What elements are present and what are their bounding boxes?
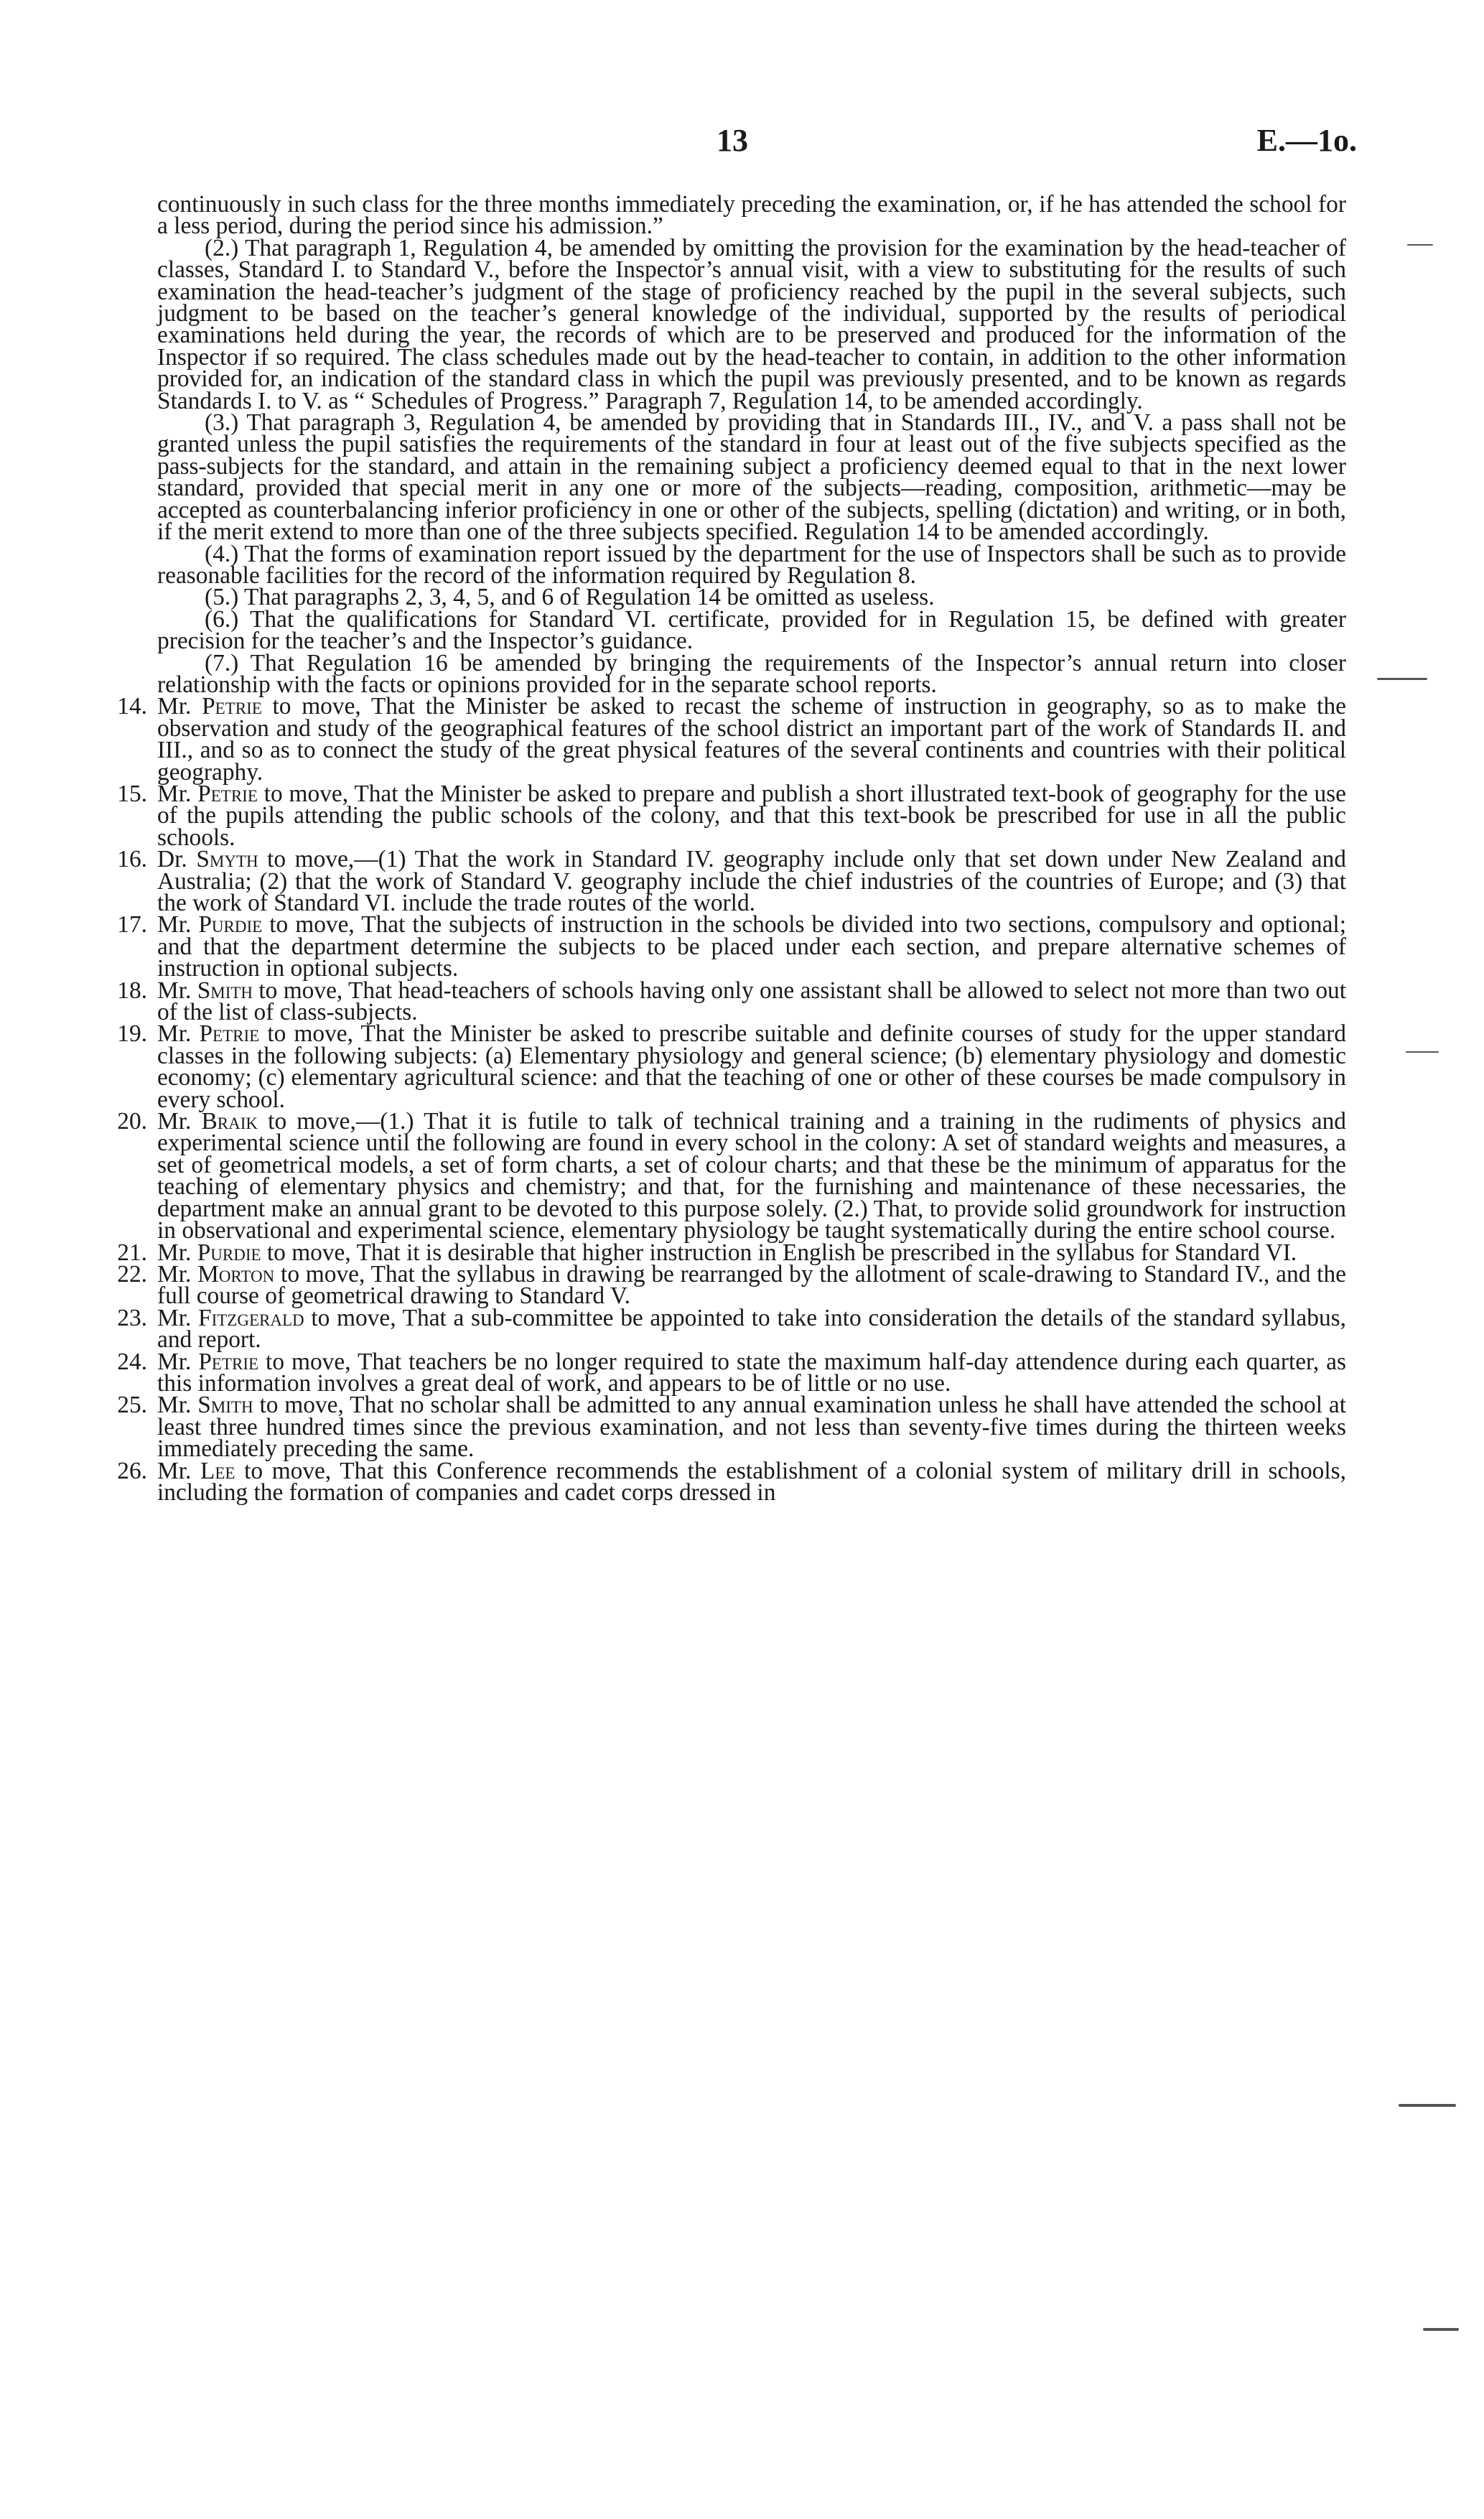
motion-text: to move, That this Conference recommends the establishment of a colonial system of military drill in schools, including the formation of companies and cadet corps dressed in (157, 1457, 1346, 1506)
motion-mover: Petrie (199, 1020, 260, 1048)
motion-mover: Smith (197, 977, 253, 1004)
motion-number: 24. (117, 1348, 147, 1375)
motion-mover: Smith (197, 1392, 253, 1419)
motion-text: to move, That the Minister be asked to prescribe suitable and definite courses of study for the upper standard classes in the following subjects: (a) Elementary physiology and general science; (b) elementary physiology and domestic economy; (c) elementary agricultural science: and that the teaching of one or other of these courses be made compulsory in every school. (157, 1020, 1346, 1113)
motion-title: Mr. (157, 1108, 192, 1135)
sub-paragraph-7: (7.) That Regulation 16 be amended by bringing the requirements of the Inspector’s annual return into closer relationship with the facts or opinions provided for in the separate school reports. (157, 649, 1346, 698)
motion-number: 17. (117, 911, 147, 939)
motion-title: Dr. (157, 846, 187, 873)
motion-title: Mr. (157, 1239, 192, 1266)
motion-text: to move, That the Minister be asked to prepare and publish a short illustrated text-book of geography for the use of the pupils attending the public schools of the colony, and that this text-book be prescribed for use in all the public schools. (157, 780, 1346, 851)
motion-item (117, 1457, 1346, 1506)
motion-item (117, 1304, 1346, 1354)
motion-number: 22. (117, 1260, 147, 1288)
motion-mover: Petrie (198, 1348, 259, 1375)
motion-text: to move, That head-teachers of schools having only one assistant shall be allowed to select not more than two out of the list of class-subjects. (157, 977, 1346, 1026)
sub-paragraph-4: (4.) That the forms of examination report issued by the department for the use of Inspectors shall be such as to provide reasonable facilities for the record of the information required by Regulation 8. (157, 540, 1346, 589)
sub-paragraph-5: (5.) That paragraphs 2, 3, 4, 5, and 6 of Regulation 14 be omitted as useless. (205, 584, 935, 611)
motion-item (117, 1108, 1346, 1244)
page-number: 13 (717, 123, 748, 158)
motion-mover: Petrie (197, 780, 258, 807)
document-reference: E.—1o. (1256, 123, 1357, 158)
motion-item (117, 1392, 1346, 1463)
motion-item (117, 846, 1346, 916)
motion-item (117, 1020, 1346, 1113)
margin-mark (1423, 2328, 1459, 2331)
motion-item (117, 911, 1346, 982)
motion-mover: Purdie (197, 1239, 261, 1266)
motion-title: Mr. (157, 1304, 192, 1331)
motion-number: 16. (117, 846, 147, 873)
motion-mover: Morton (197, 1260, 275, 1288)
margin-mark (1377, 678, 1427, 680)
motion-mover: Petrie (202, 693, 262, 720)
motion-text: to move, That it is desirable that higher instruction in English be prescribed in the syllabus for Standard VI. (261, 1239, 1297, 1266)
motion-text: to move, That the subjects of instruction in the schools be divided into two sections, compulsory and optional; and that the department determine the subjects to be placed under each section, and prepare alternative schemes of instruction in optional subjects. (157, 911, 1346, 982)
motion-title: Mr. (157, 1392, 192, 1419)
motion-number: 21. (117, 1239, 147, 1266)
sub-paragraph-6: (6.) That the qualifications for Standard VI. certificate, provided for in Regulation 15, be defined with greater precision for the teacher’s and the Inspector’s guidance. (157, 605, 1346, 655)
motion-item (117, 780, 1346, 851)
motion-title: Mr. (157, 1348, 192, 1375)
motion-text: to move,—(1) That the work in Standard IV. geography include only that set down under New Zealand and Australia; (2) that the work of Standard V. geography include the chief industries of the countries of Europe; and (3) that the work of Standard VI. include the trade routes of the world. (157, 846, 1346, 916)
motion-number: 26. (117, 1457, 147, 1484)
motion-title: Mr. (157, 977, 192, 1004)
motion-text: to move,—(1.) That it is futile to talk of technical training and a training in the rudiments of physics and experimental science until the following are found in every school in the colony: A set of standard weights and measures, a set of geometrical models, a set of form charts, a set of colour charts; and that these be the minimum of apparatus for the teaching of elementary physics and chemistry; and that, for the furnishing and maintenance of these necessaries, the department make an annual grant to be devoted to this purpose solely. (2.) That, to provide solid groundwork for instruction in observational and experimental science, elementary physiology be taught systematically during the entire school course. (157, 1108, 1346, 1244)
motion-number: 20. (117, 1108, 147, 1135)
motion-title: Mr. (157, 1457, 192, 1484)
motion-number: 14. (117, 693, 147, 720)
motion-item (117, 693, 1346, 786)
motion-number: 18. (117, 977, 147, 1004)
page-body (117, 191, 1346, 1506)
motion-title: Mr. (157, 1020, 192, 1048)
motion-title: Mr. (157, 693, 192, 720)
motion-mover: Smyth (196, 846, 258, 873)
motion-item (117, 1260, 1346, 1310)
sub-paragraph-2: (2.) That paragraph 1, Regulation 4, be amended by omitting the provision for the examination by the head-teacher of classes, Standard I. to Standard V., before the Inspector’s annual visit, with a view to substituting for the results of such examination the head-teacher’s judgment of the stage of proficiency reached by the pupil in the several subjects, such judgment to be based on the teacher’s general knowledge of the individual, supported by the results of periodical examinations held during the year, the records of which are to be preserved and produced for the information of the Inspector if so required. The class schedules made out by the head-teacher to contain, in addition to the other information provided for, an indication of the standard class in which the pupil was previously presented, and to be known as regards Standards I. to V. as “ Schedules of Progress.” Paragraph 7, Regulation 14, to be amended accordingly. (157, 234, 1346, 414)
motion-item (117, 977, 1346, 1026)
motion-text: to move, That no scholar shall be admitted to any annual examination unless he shall have attended the school at least three hundred times since the previous examination, and not less than seventy-five times during the thirteen weeks immediately preceding the same. (157, 1392, 1346, 1463)
margin-mark (1407, 244, 1433, 246)
motion-mover: Purdie (198, 911, 263, 939)
motion-text: to move, That a sub-committee be appointed to take into consideration the details of the standard syllabus, and report. (157, 1304, 1346, 1354)
motion-title: Mr. (157, 780, 192, 807)
motion-number: 23. (117, 1304, 147, 1331)
motions-list (117, 693, 1346, 1506)
motion-number: 15. (117, 780, 147, 807)
motion-mover: Braik (201, 1108, 258, 1135)
motion-text: to move, That teachers be no longer required to state the maximum half-day attendence during each quarter, as this information involves a great deal of work, and appears to be of little or no use. (157, 1348, 1346, 1397)
motion-text: to move, That the syllabus in drawing be rearranged by the allotment of scale-drawing to Standard IV., and the full course of geometrical drawing to Standard V. (157, 1260, 1346, 1310)
motion-number: 25. (117, 1392, 147, 1419)
sub-paragraph-3: (3.) That paragraph 3, Regulation 4, be amended by providing that in Standards III., IV., and V. a pass shall not be granted unless the pupil satisfies the requirements of the standard in four at least out of the five subjects specified as the pass-subjects for the standard, and attain in the remaining subject a proficiency deemed equal to that in the next lower standard, provided that special merit in any one or more of the subjects—reading, composition, arithmetic—may be accepted as counterbalancing inferior proficiency in one or other of the subjects, spelling (dictation) and writing, or in both, if the merit extend to more than one of the three subjects specified. Regulation 14 to be amended accordingly. (157, 409, 1346, 546)
margin-mark (1406, 1051, 1439, 1053)
motion-title: Mr. (157, 1260, 192, 1288)
continuation-paragraph: continuously in such class for the three months immediately preceding the examination, or, if he has attended the school for a less period, during the period since his admission.” (157, 191, 1346, 240)
motion-mover: Fitzgerald (198, 1304, 304, 1331)
motion-title: Mr. (157, 911, 192, 939)
margin-mark (1399, 2104, 1456, 2107)
motion-mover: Lee (200, 1457, 235, 1484)
motion-text: to move, That the Minister be asked to recast the scheme of instruction in geography, so as to make the observation and study of the geographical features of the school district an important part of the work of Standards II. and III., and so as to connect the study of the great physical features of the several continents and countries with their political geography. (157, 693, 1346, 786)
motion-item (117, 1348, 1346, 1397)
motion-number: 19. (117, 1020, 147, 1048)
